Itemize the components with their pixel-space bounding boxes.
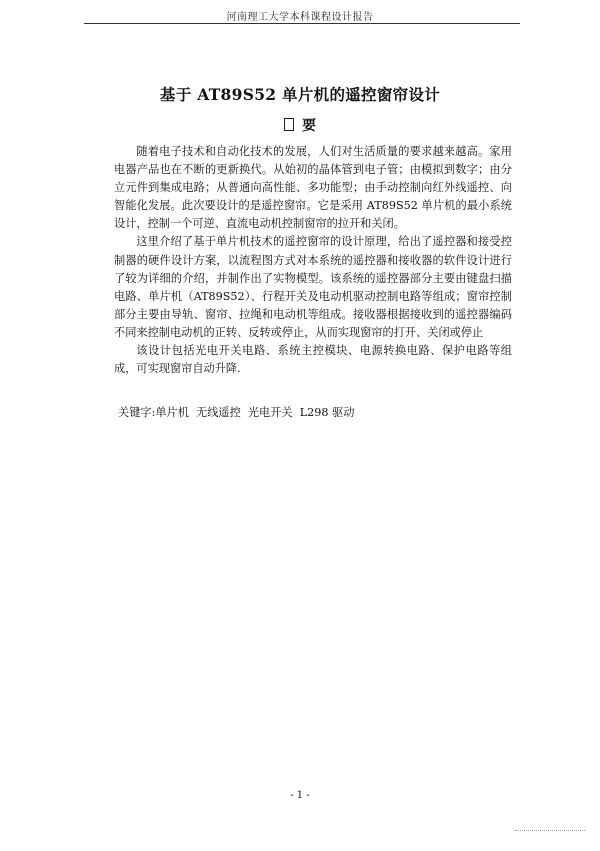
- page-number: - 1 -: [290, 790, 310, 801]
- running-header: 河南理工大学本科课程设计报告: [226, 12, 374, 23]
- page-corner-mark: [515, 830, 585, 831]
- abstract-heading-text: 要: [302, 118, 316, 134]
- missing-glyph-icon: [284, 118, 294, 131]
- abstract-heading: [0, 115, 600, 135]
- abstract-body: [114, 143, 512, 378]
- document-title: 基于 AT89S52 单片机的遥控窗帘设计: [159, 85, 441, 104]
- abstract-paragraph: 该设计包括光电开关电路、系统主控模块、电源转换电路、保护电路等组成，可实现窗帘自动升降.: [114, 344, 512, 376]
- abstract-paragraph: 这里介绍了基于单片机技术的遥控窗帘的设计原理，给出了遥控器和接受控制器的硬件设计方案，以流程图方式对本系统的遥控器和接收器的软件设计进行了较为详细的介绍，并制作出了实物模型。该系统的遥控器部分主要由键盘扫描电路、单片机（AT89S52）、行程开关及电动机驱动控制电路等组成；窗帘控制部分主要由导轨、窗帘、拉绳和电动机等组成。接收器根据接收到的遥控器编码不同来控制电动机的正转、反转或停止，从而实现窗帘的打开、关闭或停止: [114, 235, 512, 339]
- keywords-line: 关键字:单片机 无线遥控 光电开关 L298 驱动: [118, 406, 355, 419]
- header-divider: [84, 23, 520, 24]
- abstract-paragraph: 随着电子技术和自动化技术的发展，人们对生活质量的要求越来越高。家用电器产品也在不断的更新换代。从始初的晶体管到电子管；由模拟到数字；由分立元件到集成电路；从普通向高性能、多功能型；由手动控制向红外线遥控、向智能化发展。此次要设计的是遥控窗帘。它是采用 AT89S52 单片机的最小系统设计，控制一个可逆、直流电动机控制窗帘的拉开和关闭。: [114, 145, 512, 231]
